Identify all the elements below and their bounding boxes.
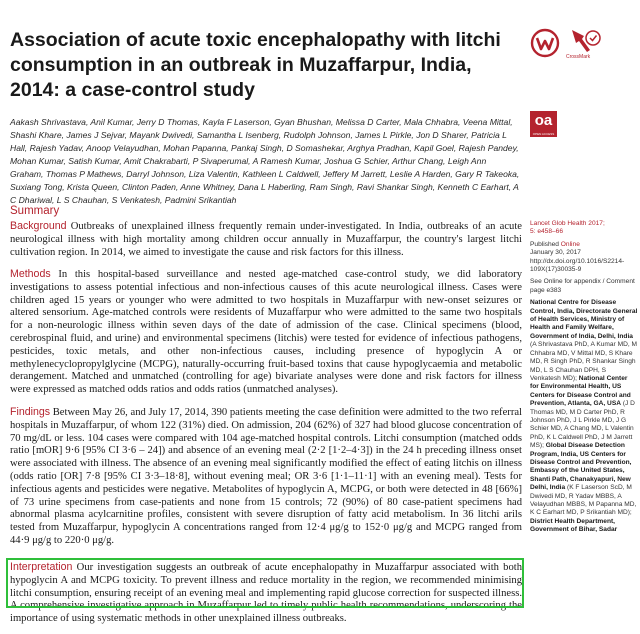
article-title: Association of acute toxic encephalopathy with litchi consumption in an outbreak in Muzaffarpur, India, 2014: a case-control study <box>10 29 501 101</box>
background-label: Background <box>10 220 67 232</box>
sidebar-pages: 5: e458–66 <box>530 228 564 236</box>
summary-heading: Summary <box>10 205 60 217</box>
abstract-methods <box>10 268 522 397</box>
journal-logos <box>520 26 625 66</box>
methods-text: In this hospital-based surveillance and nested age-matched case-control study, we did laboratory investigations to assess potential infectious and non-infectious causes of this acute neurological illness. Cases were children aged 15 years or younger who were admitted to two hospitals in Muzaffarpur with new-onset seizures or altered sensorium. Age-matched controls were residents of Muzaffarpur who were admitted to the same two hospitals for a non-neurologic illness within seven days of the date of admission of the case. Clinical specimens (blood, cerebrospinal fluid, and urine) and environmental specimens (litchis) were tested for evidence of infectious pathogens, pesticides, toxic metals, and other non-infectious causes, including presence of hypoglycin A or methylenecyclopropylglycine (MCPG), naturally-occurring fruit-based toxins that cause hypoglycaemia and metabolic derangement. Matched and unmatched (controlling for age) bivariate analyses were done and risk factors for illness were expressed as matched odds ratios and odds ratios (unmatched analyses). <box>10 269 522 396</box>
interpretation-highlight-box <box>6 558 524 608</box>
lancet-w-logo-icon <box>530 28 560 58</box>
sidebar-comment[interactable]: See Online for appendix / Comment page e383 <box>530 278 635 294</box>
sidebar-published-status: Online <box>560 240 580 248</box>
open-access-badge-sub: OPEN ACCESS <box>530 131 557 137</box>
crossmark-label: CrossMark <box>566 54 591 60</box>
abstract-findings <box>10 406 522 548</box>
author-list: Aakash Shrivastava, Anil Kumar, Jerry D Thomas, Kayla F Laserson, Gyan Bhushan, Melissa D Carter, Mala Chhabra, Veena Mittal, Shashi Khare, James J Sejvar, Mayank Dwivedi, Samantha L Isenberg, Rudolph Johnson, James L Pirkle, Jon D Sharer, Patricia L Hall, Rajesh Yadav, Anoop Velayudhan, Mohan Papanna, Pankaj Singh, D Somashekar, Arghya Pradhan, Kapil Goel, Rajesh Pandey, Mohan Kumar, Satish Kumar, Amit Chakrabarti, P Sivaperumal, A Ramesh Kumar, Joshua G Schier, Arthur Chang, Leigh Ann Graham, Thomas P Mathews, Darryl Johnson, Liza Valentin, Kathleen L Caldwell, Jeffery M Jarrett, Leslie A Harden, Gary R Takeoka, Suxiang Tong, Krista Queen, Clinton Paden, Anne Whitney, Dana L Haberling, Ram Singh, Ravi Shankar Singh, Kenneth C Earhart, A C Dhariwal, L S Chauhan, S Venkatesh, Padmini Srikantiah <box>10 117 520 205</box>
findings-label: Findings <box>10 406 51 418</box>
article-sidebar <box>530 220 638 535</box>
background-text: Outbreaks of unexplained illness frequently remain under-investigated. In India, outbreaks of an acute neurological illness with high mortality among children occur annually in Muzaffarpur, the country's largest litchi cultivation region. In 2014, we aimed to investigate the cause and risk factors for this illness. <box>10 221 522 258</box>
interpretation-label: Interpretation <box>10 561 73 573</box>
sidebar-journal: Lancet Glob Health 2017; <box>530 220 605 227</box>
sidebar-doi[interactable]: http://dx.doi.org/10.1016/S2214-109X(17)30035-9 <box>530 257 625 274</box>
methods-label: Methods <box>10 268 51 280</box>
findings-text: Between May 26, and July 17, 2014, 390 patients meeting the case definition were admitted to the two referral hospitals in Muzaffarpur, of whom 122 (31%) died. On admission, 204 (62%) of 327 had blood glucose concentration of 70 mg/dL or less. 104 cases were compared with 104 age-matched hospital controls. Litchi consumption (matched odds ratio [mOR] 9·6 [95% CI 3·6 – 24]) and absence of an evening meal (2·2 [1·2–4·3]) in the 24 h preceding illness onset were associated with illness. The absence of an evening meal significantly modified the effect of eating litchis on illness (odds ratio [OR] 7·8 [95% CI 3·3–18·8], without evening meal; OR 3·6 [1·1–11·1] with an evening meal). Tests for infectious agents and pesticides were negative. Metabolites of hypoglycin A, MCPG, or both were detected in 48 [66%] of 73 urine specimens from case-patients and none from 15 controls; 72 (90%) of 80 case-patient specimens had abnormal plasma acylcarnitine profiles, consistent with severe disruption of fatty acid metabolism. In 36 litchi arils tested from Muzaffarpur, hypoglycin A concentrations ranged from 12·4 μg/g to 152·0 μg/g and MCPG ranged from 44·9 μg/g to 220·0 μg/g. <box>10 407 522 546</box>
abstract-background <box>10 220 522 259</box>
sidebar-published-date: January 30, 2017 <box>530 249 581 257</box>
sidebar-published-label: Published <box>530 240 561 248</box>
crossmark-icon[interactable] <box>566 26 606 66</box>
interpretation-text: Our investigation suggests an outbreak of acute encephalopathy in Muzaffarpur associated with both hypoglycin A and MCPG toxicity. To prevent illness and reduce mortality in the region, we recommended minimising litchi consumption, ensuring receipt of an evening meal and implementing rapid glucose correction for suspected illness. A comprehensive investigative approach in Muzaffarpur led to timely public health recommendations, underscoring the importance of using systematic methods in other unexplained illness outbreaks. <box>10 562 522 625</box>
open-access-badge: oa <box>530 111 557 135</box>
sidebar-affiliations: National Centre for Disease Control, India, Directorate General of Health Services, Ministry of Health and Family Welfare, Government of India, Delhi, India (A Shrivastava PhD, A Kumar MD, M Chhabra MD, V Mittal MD, S Khare MD, R Singh PhD, R Shankar Singh MD, L S Chauhan DPH, S Venkatesh MD); National Center for Environmental Health, US Centers for Disease Control and Prevention, Atlanta, GA, USA (J D Thomas MD, M D Carter PhD, R Johnson PhD, J L Pirkle MD, J G Schier MD, A Chang MD, L Valentin PhD, K L Caldwell PhD, J M Jarrett MS); Global Disease Detection Program, India, US Centers for Disease Control and Prevention, Embassy of the United States, Shanti Path, Chanakyapuri, New Delhi, India (K F Laserson ScD, M Dwivedi MD, R Yadav MBBS, A Velayudhan MBBS, M Papanna MD, K C Earhart MD, P Srikantiah MD); District Health Department, Government of Bihar, Sadar <box>530 299 638 534</box>
